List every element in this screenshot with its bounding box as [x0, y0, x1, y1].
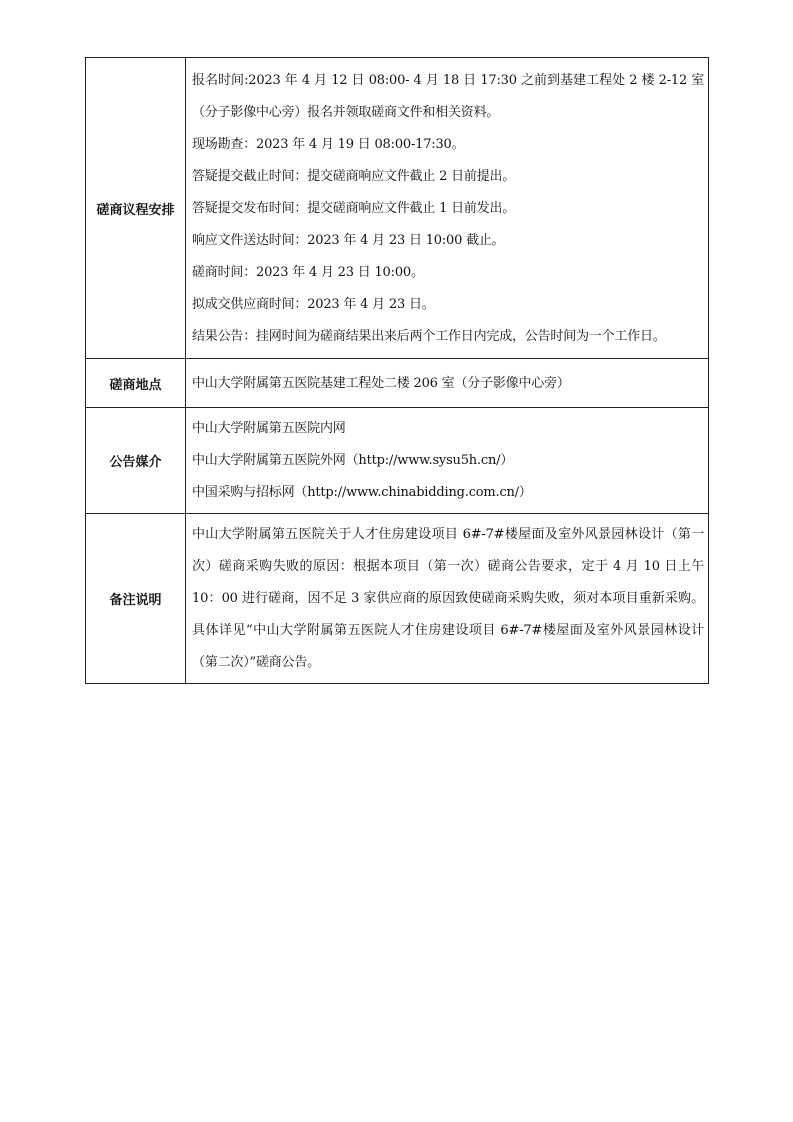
location-content: [186, 359, 709, 408]
schedule-row: [86, 58, 709, 359]
schedule-item-answer-release: 答疑提交发布时间：提交磋商响应文件截止 1 日前发出。: [192, 200, 516, 216]
media-content: [186, 408, 709, 514]
notes-content: [186, 514, 709, 684]
media-label: 公告媒介: [86, 408, 186, 514]
schedule-item-registration: 报名时间:2023 年 4 月 12 日 08:00- 4 月 18 日 17:30 之前到基建工程处 2 楼 2-12 室（分子影像中心旁）报名并领取磋商文件和相关资料。: [192, 72, 704, 120]
notes-label: 备注说明: [86, 514, 186, 684]
schedule-item-question-deadline: 答疑提交截止时间：提交磋商响应文件截止 2 日前提出。: [192, 168, 516, 184]
notes-value: 中山大学附属第五医院关于人才住房建设项目 6#-7#楼屋面及室外风景园林设计（第一次）磋商采购失败的原因：根据本项目（第一次）磋商公告要求，定于 4 月 10 日上午 10：00 进行磋商，因不足 3 家供应商的原因致使磋商采购失败，须对本项目重新采购。具体详见“中山大学附属第五医院人才住房建设项目 6#-7#楼屋面及室外风景园林设计（第二次）”磋商公告。: [192, 527, 704, 670]
media-row: [86, 408, 709, 514]
location-value: 中山大学附属第五医院基建工程处二楼 206 室（分子影像中心旁）: [192, 375, 570, 391]
media-item-intranet: 中山大学附属第五医院内网: [192, 421, 346, 436]
schedule-item-site-survey: 现场勘查：2023 年 4 月 19 日 08:00-17:30。: [192, 136, 465, 152]
schedule-item-negotiation-time: 磋商时间：2023 年 4 月 23 日 10:00。: [192, 264, 424, 280]
schedule-content: [186, 58, 709, 359]
schedule-item-result-notice: 结果公告：挂网时间为磋商结果出来后两个工作日内完成，公告时间为一个工作日。: [192, 328, 666, 344]
schedule-item-supplier-time: 拟成交供应商时间：2023 年 4 月 23 日。: [192, 296, 435, 312]
media-item-chinabidding: 中国采购与招标网（http://www.chinabidding.com.cn/）: [192, 485, 532, 500]
tender-info-table: [85, 57, 709, 684]
schedule-label: 磋商议程安排: [86, 58, 186, 359]
notes-row: [86, 514, 709, 684]
schedule-item-response-delivery: 响应文件送达时间：2023 年 4 月 23 日 10:00 截止。: [192, 232, 505, 248]
location-label: 磋商地点: [86, 359, 186, 408]
media-item-extranet: 中山大学附属第五医院外网（http://www.sysu5h.cn/）: [192, 453, 514, 468]
location-row: [86, 359, 709, 408]
